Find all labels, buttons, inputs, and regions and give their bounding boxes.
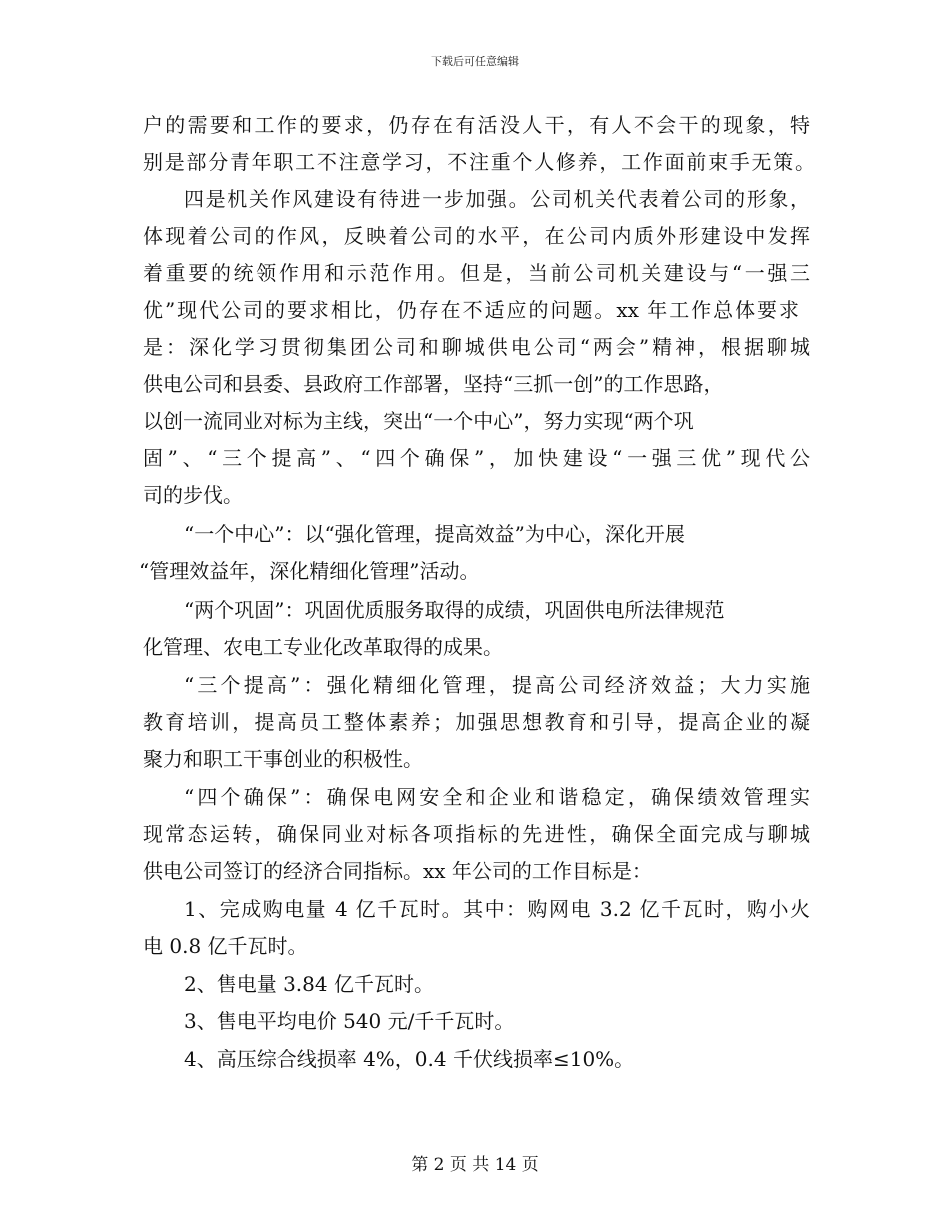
text-line: 固”、“三个提高”、“四个确保”，加快建设“一强三优”现代公 [143,446,810,470]
text-line: 供电公司和县委、县政府工作部署，坚持“三抓一创”的工作思路， [143,372,724,396]
text-line: 户的需要和工作的要求，仍存在有活没人干，有人不会干的现象，特 [143,113,810,137]
text-line: “管理效益年，深化精细化管理”活动。 [139,559,480,583]
text-line: 体现着公司的作风，反映着公司的水平，在公司内质外形建设中发挥 [143,224,810,248]
page-number: 第 2 页 共 14 页 [411,1155,539,1175]
paragraph-first-line: “一个中心”：以“强化管理，提高效益”为中心，深化开展 [184,522,685,546]
paragraph-first-line: “两个巩固”：巩固优质服务取得的成绩，巩固供电所法律规范 [184,598,725,622]
text-line: 是：深化学习贯彻集团公司和聊城供电公司“两会”精神，根据聊城 [143,335,810,359]
text-line: 司的步伐。 [143,483,243,507]
text-line: 聚力和职工干事创业的积极性。 [143,747,423,771]
text-line: 优”现代公司的要求相比，仍存在不适应的问题。xx 年工作总体要求 [143,298,799,322]
list-item: 1、完成购电量 4 亿千瓦时。其中：购网电 3.2 亿千瓦时，购小火 [184,897,810,921]
list-item: 3、售电平均电价 540 元/千千瓦时。 [184,1009,515,1033]
text-line: 教育培训，提高员工整体素养；加强思想教育和引导，提高企业的凝 [143,710,810,734]
text-line: 以创一流同业对标为主线，突出“一个中心”，努力实现“两个巩 [143,409,694,433]
text-line: 别是部分青年职工不注意学习，不注重个人修养，工作面前束手无策。 [143,150,815,174]
list-item: 4、高压综合线损率 4%，0.4 千伏线损率≤10%。 [184,1047,635,1071]
text-line: 现常态运转，确保同业对标各项指标的先进性，确保全面完成与聊城 [143,822,810,846]
text-line: 着重要的统领作用和示范作用。但是，当前公司机关建设与“一强三 [143,261,810,285]
text-line: 化管理、农电工专业化改革取得的成果。 [143,635,503,659]
paragraph-first-line: 四是机关作风建设有待进一步加强。公司机关代表着公司的形象， [184,187,810,211]
list-item: 2、售电量 3.84 亿千瓦时。 [184,972,434,996]
paragraph-first-line: “四个确保”：确保电网安全和企业和谐稳定，确保绩效管理实 [184,785,810,809]
paragraph-first-line: “三个提高”：强化精细化管理，提高公司经济效益；大力实施 [184,673,810,697]
text-line: 供电公司签订的经济合同指标。xx 年公司的工作目标是： [143,859,652,883]
text-line: 电 0.8 亿千瓦时。 [143,934,308,958]
page-header-note: 下载后可任意编辑 [431,55,519,68]
